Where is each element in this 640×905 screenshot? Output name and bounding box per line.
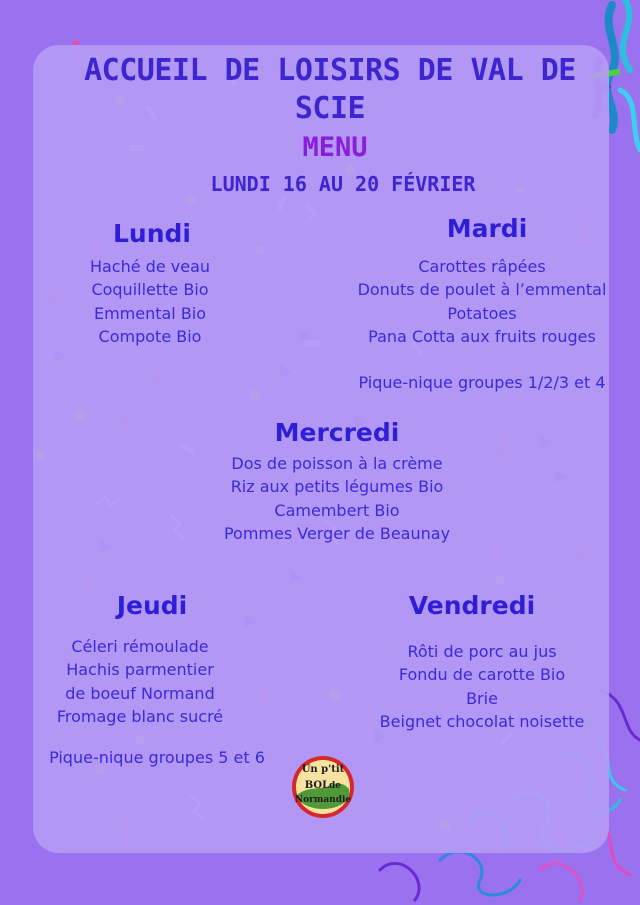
- list-item: Dos de poisson à la crème: [231, 454, 443, 473]
- picnic-note-mardi: Pique-nique groupes 1/2/3 et 4: [358, 373, 606, 392]
- list-item: Céleri rémoulade: [71, 637, 209, 656]
- list-item: Donuts de poulet à l’emmental: [357, 280, 607, 300]
- day-items-mardi: [352, 255, 612, 348]
- list-item: Riz aux petits légumes Bio: [230, 477, 444, 497]
- un-ptit-bol-de-normandie-logo: [291, 755, 355, 819]
- list-item: de boeuf Normand: [65, 683, 215, 703]
- day-heading-vendredi: Vendredi: [408, 591, 536, 620]
- list-item: Carottes râpées: [418, 257, 546, 276]
- day-heading-mercredi: Mercredi: [274, 418, 400, 447]
- list-item: Haché de veau: [89, 257, 211, 276]
- list-item: Rôti de porc au jus: [407, 642, 557, 661]
- menu-label: MENU: [302, 132, 368, 163]
- day-heading-jeudi: Jeudi: [116, 591, 188, 620]
- list-item: Potatoes: [447, 303, 517, 323]
- day-items-jeudi: [40, 635, 240, 728]
- list-item: Fondu de carotte Bio: [398, 665, 566, 685]
- list-item: Beignet chocolat noisette: [379, 711, 585, 731]
- day-heading-lundi: Lundi: [113, 219, 191, 248]
- logo-text-line2: BOL: [304, 780, 330, 791]
- day-items-mercredi: [207, 452, 467, 545]
- center-title: ACCUEIL DE LOISIRS DE VAL DE SCIE: [84, 53, 576, 126]
- list-item: Fromage blanc sucré: [56, 706, 224, 726]
- day-items-lundi: [50, 255, 250, 348]
- logo-text-line4: Normandie: [294, 795, 352, 805]
- logo-text-line3: de: [328, 781, 342, 791]
- day-heading-mardi: Mardi: [446, 214, 528, 243]
- week-dates: LUNDI 16 AU 20 FÉVRIER: [210, 172, 476, 196]
- list-item: Camembert Bio: [274, 500, 400, 520]
- picnic-note-jeudi: Pique-nique groupes 5 et 6: [49, 748, 265, 767]
- list-item: Pommes Verger de Beaunay: [223, 523, 451, 543]
- list-item: Compote Bio: [98, 326, 202, 346]
- list-item: Hachis parmentier: [66, 660, 214, 680]
- day-items-vendredi: [352, 640, 612, 733]
- list-item: Emmental Bio: [93, 303, 207, 323]
- list-item: Brie: [466, 688, 498, 708]
- list-item: Pana Cotta aux fruits rouges: [368, 326, 596, 346]
- list-item: Coquillette Bio: [91, 280, 209, 300]
- logo-text-line1: Un p'tit: [301, 764, 345, 775]
